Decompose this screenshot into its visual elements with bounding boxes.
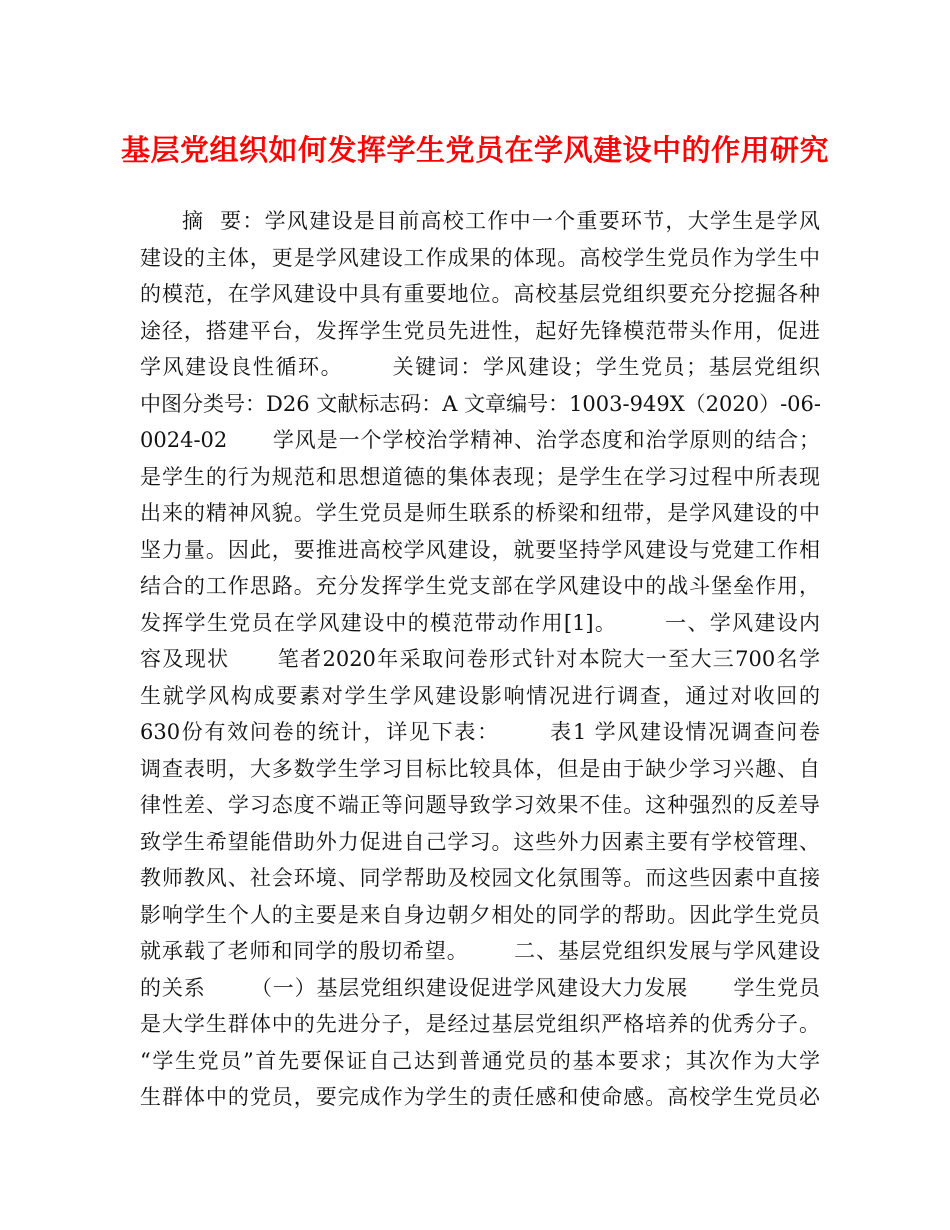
body-text-line: 律性差、学习态度不端正等问题导致学习效果不佳。这种强烈的反差导 xyxy=(140,793,820,817)
body-text-line: 生就学风构成要素对学生学风建设影响情况进行调查，通过对收回的 xyxy=(140,683,820,708)
body-text-line: 学风建设良性循环。 关键词：学风建设；学生党员；基层党组织 xyxy=(140,355,820,379)
body-text-line: 建设的主体，更是学风建设工作成果的体现。高校学生党员作为学生中 xyxy=(140,245,820,270)
body-text-line: “学生党员”首先要保证自己达到普通党员的基本要求；其次作为大学 xyxy=(140,1048,820,1073)
body-text-line: 摘 要：学风建设是目前高校工作中一个重要环节，大学生是学风 xyxy=(182,209,820,233)
body-text-line: 致学生希望能借助外力促进自己学习。这些外力因素主要有学校管理、 xyxy=(140,829,820,854)
body-text-line: 的关系 （一）基层党组织建设促进学风建设大力发展 学生党员 xyxy=(140,975,820,1000)
body-text-line: 调查表明，大多数学生学习目标比较具体，但是由于缺少学习兴趣、自 xyxy=(140,756,820,781)
body-text-line: 坚力量。因此，要推进高校学风建设，就要坚持学风建设与党建工作相 xyxy=(140,537,820,562)
document-title: 基层党组织如何发挥学生党员在学风建设中的作用研究 xyxy=(120,133,829,167)
body-text-line: 是学生的行为规范和思想道德的集体表现；是学生在学习过程中所表现 xyxy=(140,464,820,489)
body-text-line: 的模范，在学风建设中具有重要地位。高校基层党组织要充分挖掘各种 xyxy=(140,282,820,306)
body-text-line: 生群体中的党员，要完成作为学生的责任感和使命感。高校学生党员必 xyxy=(140,1085,820,1109)
body-text-line: 中图分类号：D26 文献标志码：A 文章编号：1003-949X（2020）-06- xyxy=(140,391,822,416)
document-body xyxy=(140,203,820,1116)
body-text-line: 结合的工作思路。充分发挥学生党支部在学风建设中的战斗堡垒作用， xyxy=(140,574,820,598)
body-text-line: 出来的精神风貌。学生党员是师生联系的桥梁和纽带，是学风建设的中 xyxy=(140,501,820,525)
body-text-line: 是大学生群体中的先进分子，是经过基层党组织严格培养的优秀分子。 xyxy=(140,1012,820,1036)
body-text-line: 发挥学生党员在学风建设中的模范带动作用[1]。 一、学风建设内 xyxy=(140,610,820,635)
body-text-line: 影响学生个人的主要是来自身边朝夕相处的同学的帮助。因此学生党员 xyxy=(140,902,820,927)
body-text-line: 教师教风、社会环境、同学帮助及校园文化氛围等。而这些因素中直接 xyxy=(140,866,820,890)
body-text-line: 就承载了老师和同学的殷切希望。 二、基层党组织发展与学风建设 xyxy=(140,939,820,963)
body-text-line: 0024-02 学风是一个学校治学精神、治学态度和治学原则的结合； xyxy=(140,428,820,452)
body-text-line: 途径，搭建平台，发挥学生党员先进性，起好先锋模范带头作用，促进 xyxy=(140,318,820,343)
body-text-line: 630份有效问卷的统计，详见下表： 表1 学风建设情况调查问卷 xyxy=(140,720,820,744)
body-text-line: 容及现状 笔者2020年采取问卷形式针对本院大一至大三700名学 xyxy=(140,647,820,671)
